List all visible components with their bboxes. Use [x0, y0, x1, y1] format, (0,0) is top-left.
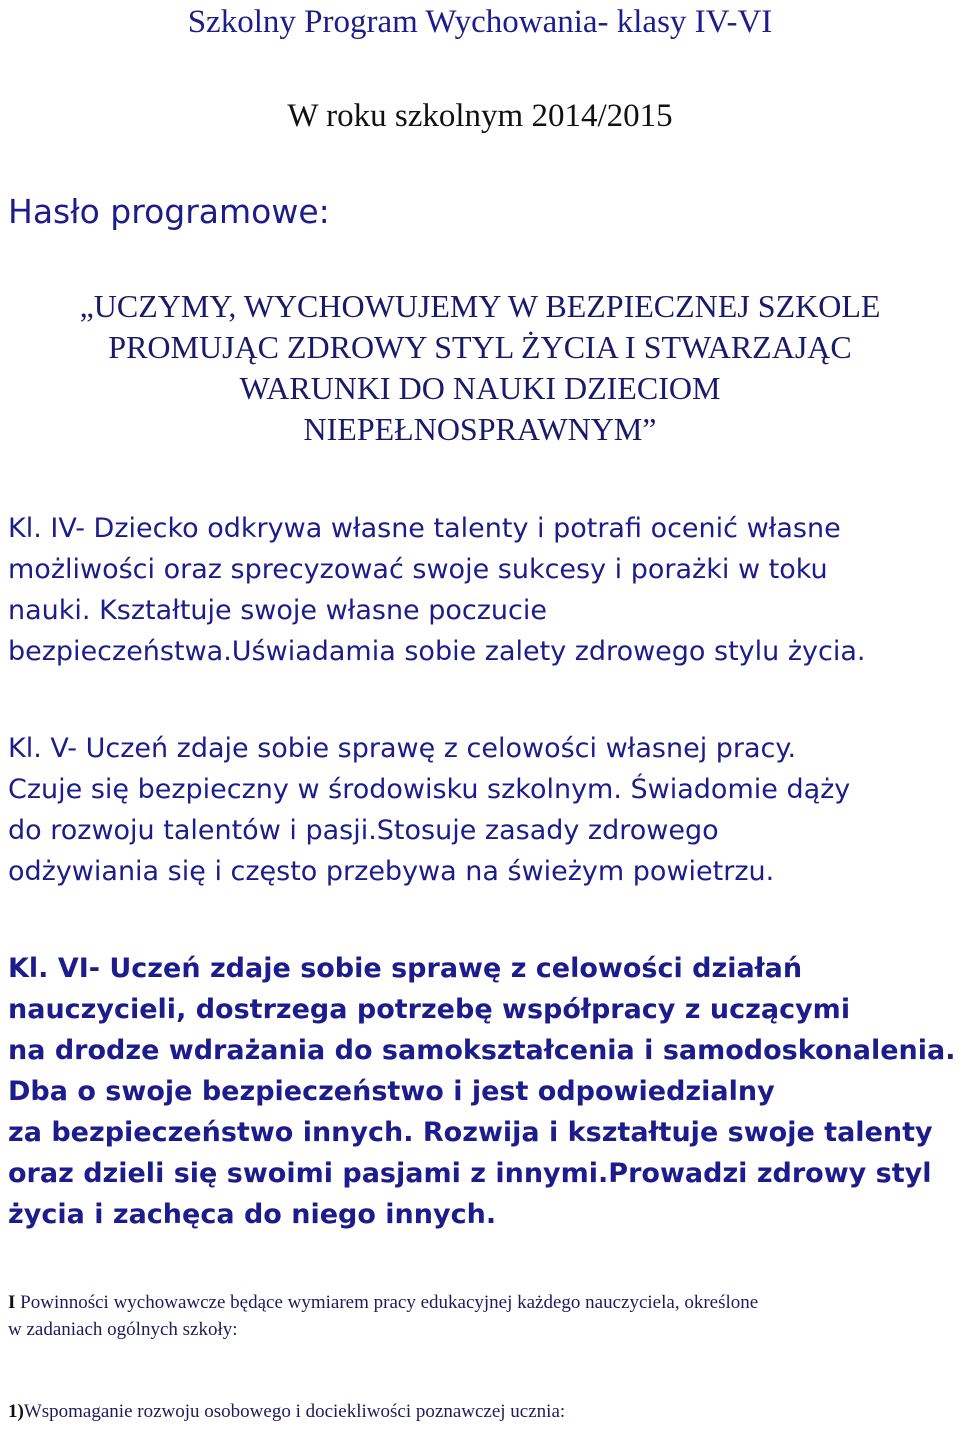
class-v-line: odżywiania się i często przebywa na świeżym powietrzu. — [8, 856, 775, 887]
class-iv-line: nauki. Kształtuje swoje własne poczucie — [8, 595, 547, 626]
class-vi-line: za bezpieczeństwo innych. Rozwija i kształtuje swoje talenty — [8, 1117, 933, 1148]
section-duties-text: Powinności wychowawcze będące wymiarem pracy edukacyjnej każdego nauczyciela, określone — [15, 1292, 759, 1313]
class-v-line: do rozwoju talentów i pasji.Stosuje zasady zdrowego — [8, 815, 719, 846]
class-v-line: Czuje się bezpieczny w środowisku szkolnym. Świadomie dąży — [8, 774, 851, 805]
subsection-1-text: Wspomaganie rozwoju osobowego i dociekliwości poznawczej ucznia: — [23, 1401, 566, 1422]
class-iv-line: możliwości oraz sprecyzować swoje sukcesy i porażki w toku — [8, 554, 828, 585]
motto-line: PROMUJĄC ZDROWY STYL ŻYCIA I STWARZAJĄC — [108, 329, 852, 365]
class-vi-line: Dba o swoje bezpieczeństwo i jest odpowiedzialny — [8, 1076, 775, 1107]
class-iv-description — [8, 508, 960, 672]
section-number: I — [8, 1292, 16, 1313]
class-iv-line: Kl. IV- Dziecko odkrywa własne talenty i potrafi ocenić własne — [8, 513, 841, 544]
class-vi-line: Kl. VI- Uczeń zdaje sobie sprawę z celowości działań — [8, 953, 803, 984]
section-duties-line — [8, 1289, 953, 1316]
class-v-line: Kl. V- Uczeń zdaje sobie sprawę z celowości własnej pracy. — [8, 733, 797, 764]
class-iv-line: bezpieczeństwa.Uświadamia sobie zalety zdrowego stylu życia. — [8, 636, 866, 667]
motto-label: Hasło programowe: — [8, 192, 330, 231]
motto-line: „UCZYMY, WYCHOWUJEMY W BEZPIECZNEJ SZKOLE — [79, 288, 881, 324]
section-duties-line: w zadaniach ogólnych szkoły: — [8, 1319, 238, 1340]
subsection-1-line — [8, 1398, 953, 1425]
subsection-1 — [8, 1398, 953, 1425]
class-vi-line: nauczycieli, dostrzega potrzebę współpracy z uczącymi — [8, 994, 851, 1025]
subsection-number: 1) — [8, 1401, 24, 1422]
motto-line: WARUNKI DO NAUKI DZIECIOM — [239, 370, 721, 406]
class-vi-line: życia i zachęca do niego innych. — [8, 1199, 497, 1230]
section-duties — [8, 1289, 953, 1343]
class-vi-line: oraz dzieli się swoimi pasjami z innymi.Prowadzi zdrowy styl — [8, 1158, 932, 1189]
class-vi-description — [8, 948, 960, 1235]
motto-text — [0, 286, 960, 450]
motto-line: NIEPEŁNOSPRAWNYM” — [303, 411, 657, 447]
school-year-subtitle: W roku szkolnym 2014/2015 — [287, 98, 673, 134]
class-vi-line: na drodze wdrażania do samokształcenia i samodoskonalenia. — [8, 1035, 956, 1066]
page-title: Szkolny Program Wychowania- klasy IV-VI — [187, 4, 773, 40]
class-v-description — [8, 728, 960, 892]
